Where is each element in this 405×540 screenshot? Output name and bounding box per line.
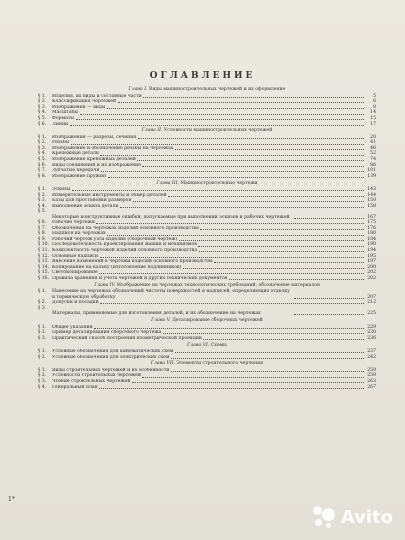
section-number: § 13. (38, 259, 50, 265)
page-number: 230 (367, 330, 376, 336)
page-number: 176 (367, 225, 376, 231)
section-number: § 9. (38, 236, 47, 242)
section-title: Комплектность чертежей изделий основного производства (52, 248, 198, 254)
page-number: 229 (367, 324, 376, 330)
section-number: § 6. (38, 162, 47, 168)
dot-leader (99, 388, 363, 389)
section-title: Нанесение на чертежах обозначений чистоты поверхностей и надписей, определяющих отделку и термическую обработку (52, 289, 290, 300)
page-number: 267 (367, 384, 376, 390)
section-title: Масштабы (52, 110, 78, 116)
chapter-name: Машиностроительные чертежи (180, 180, 258, 186)
dot-leader (199, 251, 364, 252)
page-number: 200 (367, 264, 376, 270)
section-number: § 2. (38, 99, 47, 105)
section-number: § 4. (38, 203, 47, 209)
section-number: § 2. (38, 354, 47, 360)
section-title: Крепежные детали (52, 151, 99, 157)
section-title: Форматы (52, 115, 75, 121)
section-title: Классификация чертежей (52, 99, 117, 105)
section-number: § 4. (38, 110, 47, 116)
dot-leader (118, 102, 364, 103)
page-number: 86 (370, 162, 376, 168)
page-title: ОГЛАВЛЕНИЕ (149, 71, 256, 81)
page-number: 194 (367, 248, 376, 254)
section-title: Условности строительных чертежей (52, 373, 141, 379)
page-number: 180 (367, 231, 376, 237)
page-number: 52 (370, 151, 376, 157)
section-number: § 7. (38, 225, 47, 231)
section-title: Допуски и посадки (52, 300, 99, 306)
page-number: 167 (367, 214, 376, 220)
section-title: Резьбы (52, 140, 70, 146)
section-number: § 10. (38, 242, 50, 248)
dot-leader (214, 262, 363, 263)
toc-entry (38, 289, 376, 300)
page-number: 46 (370, 145, 376, 151)
chapter-name: Деталирование сборочных чертежей (172, 318, 263, 324)
section-title: Условные обозначения для кинематических схем (52, 349, 174, 355)
dot-leader (99, 273, 363, 274)
dot-leader (101, 171, 363, 172)
watermark-text: Avito (340, 506, 393, 528)
page-number: 190 (367, 242, 376, 248)
dot-leader (294, 218, 364, 219)
section-title: Надписи на чертежах (52, 231, 106, 237)
page-number: 212 (367, 300, 376, 306)
dot-leader (294, 298, 364, 299)
avito-watermark (311, 504, 393, 530)
section-number: § 5. (38, 157, 47, 163)
chapter-name: Условности машиностроительных чертежей (163, 128, 273, 134)
chapter-name: Схемы (210, 342, 227, 348)
page-number: 237 (367, 349, 376, 355)
page-number: 74 (370, 157, 376, 163)
page-number: 242 (367, 354, 376, 360)
section-title: Условные обозначения для электрических схем (52, 354, 170, 360)
toc-entry (38, 122, 376, 128)
section-number: § 2. (38, 373, 47, 379)
dot-leader (137, 160, 363, 161)
dot-leader (120, 207, 364, 208)
section-number: § 12. (38, 253, 50, 259)
dot-leader (100, 303, 363, 304)
section-title: Правила хранения и учета чертежей и других технических документов (52, 275, 228, 281)
chapter-label: Глава IV. (94, 282, 116, 288)
section-title: Линии (52, 121, 69, 127)
dot-leader (107, 235, 363, 236)
section-number: § 5. (38, 115, 47, 121)
section-title: Выполнение эскиза детали (52, 203, 119, 209)
section-number: § 16. (38, 275, 50, 281)
chapter-heading (38, 361, 376, 367)
dot-leader (175, 149, 364, 150)
section-number: § 2. (38, 140, 47, 146)
section-title: Внесение изменений в чертежи изделий основного производства (52, 259, 213, 265)
section-number: § 1. (38, 187, 47, 192)
dot-leader (142, 377, 363, 378)
section-number: § 5. (38, 209, 47, 215)
dot-leader (179, 240, 364, 241)
page-number: 139 (367, 173, 376, 179)
dot-leader (200, 229, 363, 230)
dot-leader (171, 371, 364, 372)
section-number: § 1. (38, 324, 47, 330)
dot-leader (198, 246, 363, 247)
dot-leader (229, 279, 364, 280)
dot-leader (203, 339, 363, 340)
dot-leader (163, 333, 364, 334)
section-title: Общие указания (52, 324, 93, 330)
section-title: Последовательность проектирования машин и механизмов (52, 242, 197, 248)
page-number: 150 (367, 198, 376, 204)
section-title: Изделия, их виды и составные части (52, 93, 142, 99)
dot-leader (70, 125, 364, 126)
dot-leader (108, 177, 364, 178)
section-number: § 3. (38, 198, 47, 204)
page-number: 175 (367, 220, 376, 226)
page-number: 17 (370, 121, 376, 127)
dot-leader (71, 144, 364, 145)
section-title: Рабочий чертеж узла изделия (сборочный чертеж) (52, 236, 178, 242)
page-number: 263 (367, 378, 376, 384)
dot-leader (143, 97, 363, 98)
chapter-heading (38, 318, 376, 324)
section-title: Изображения — разрезы, сечения (52, 134, 137, 140)
dot-leader (107, 108, 364, 109)
dot-leader (138, 138, 364, 139)
page-footer-mark: 1* (8, 496, 15, 503)
chapter-heading (38, 343, 376, 349)
section-number: § 14. (38, 264, 50, 270)
section-number: § 1. (38, 289, 47, 295)
page-number: 41 (370, 140, 376, 146)
chapter-label: Глава III. (156, 180, 179, 186)
section-number: § 2. (38, 330, 47, 336)
dot-leader (100, 155, 363, 156)
section-title: Изображения — виды (52, 104, 106, 110)
dot-leader (168, 196, 363, 197)
chapter-name: Элементы строительного черчения (176, 361, 264, 367)
chapter-label: Глава VI. (187, 342, 210, 348)
section-number: § 2. (38, 300, 47, 306)
section-title: Некоторые конструктивные ошибки, допускаемые при выполнении эскизов и рабочих чертежей (52, 214, 290, 220)
section-number: § 6. (38, 220, 47, 226)
toc-entry (38, 306, 376, 317)
section-number: § 3. (38, 305, 47, 311)
section-title: Чтение строительных чертежей (52, 378, 131, 384)
section-title: Генеральный план (52, 384, 98, 390)
page-number: 15 (370, 115, 376, 121)
section-title: Виды строительных чертежей и их особенности (52, 367, 170, 373)
page-number: 195 (367, 253, 376, 259)
section-title: Виды соединений и их изображение (52, 162, 141, 168)
page-number: 259 (367, 373, 376, 379)
section-title: Изображение и обозначение резьбы на чертежах (52, 145, 174, 151)
chapter-heading (38, 283, 376, 289)
dot-leader (80, 114, 364, 115)
section-number: § 1. (38, 93, 47, 99)
section-title: Рабочие чертежи (52, 220, 95, 226)
section-title: Изображение крепежных деталей (52, 157, 136, 163)
chapter-name: Виды машиностроительных чертежей и их оформление (148, 87, 286, 93)
section-number: § 15. (38, 270, 50, 276)
toc-entry (38, 174, 376, 180)
page-number: 5 (373, 93, 376, 99)
page-number: 197 (367, 259, 376, 265)
section-number: § 6. (38, 121, 47, 127)
page-number: 225 (367, 311, 376, 317)
section-title: Обозначения на чертежах изделий основного производства (52, 225, 199, 231)
section-number: § 8. (38, 173, 47, 179)
dot-leader (294, 314, 364, 315)
section-title: Пример деталирования сборочного чертежа (52, 330, 162, 336)
section-title: Эскизы (52, 187, 71, 192)
page-number: 101 (367, 168, 376, 174)
dot-leader (94, 328, 363, 329)
section-title: Светокопирование (52, 270, 98, 276)
chapter-label: Глава V. (151, 318, 171, 324)
chapter-label: Глава II. (141, 128, 163, 134)
section-number: § 1. (38, 367, 47, 373)
dot-leader (72, 190, 364, 191)
table-of-contents (38, 86, 376, 390)
toc-entry (38, 385, 376, 391)
avito-logo-icon (311, 504, 337, 530)
section-number: § 4. (38, 151, 47, 157)
section-title: Материалы, применяемые для изготовления деталей, и их обозначение на чертежах (52, 311, 261, 317)
toc-entry (38, 355, 376, 361)
section-title: Изображение пружин (52, 173, 107, 179)
page-number: 207 (367, 294, 376, 300)
page-number: 202 (367, 270, 376, 276)
page-number: 158 (367, 203, 376, 209)
section-title: Зубчатые передачи (52, 168, 100, 174)
page-number: 20 (370, 134, 376, 140)
dot-leader (142, 166, 363, 167)
section-number: § 4. (38, 384, 47, 390)
section-number: § 3. (38, 378, 47, 384)
dot-leader (100, 257, 364, 258)
section-number: § 1. (38, 134, 47, 140)
page-number: 8 (373, 104, 376, 110)
chapter-name: Изображение на чертежах технологических требований, обозначение материалов (117, 282, 320, 288)
chapter-heading (38, 181, 376, 187)
section-title: Базы для простановки размеров (52, 198, 132, 204)
section-title: Практический способ построения изометрической проекции (52, 335, 202, 341)
toc-entry (38, 276, 376, 282)
page-number: 259 (367, 367, 376, 373)
chapter-heading (38, 87, 376, 93)
section-number: § 3. (38, 145, 47, 151)
section-number: § 3. (38, 335, 47, 341)
section-title: Основные надписи (52, 253, 99, 259)
page-number: 144 (367, 192, 376, 198)
page-number: 14 (370, 110, 376, 116)
dot-leader (96, 223, 363, 224)
page-number: 143 (367, 187, 376, 192)
page-number: 236 (367, 335, 376, 341)
section-number: § 7. (38, 168, 47, 174)
section-number: § 1. (38, 349, 47, 355)
dot-leader (175, 352, 364, 353)
section-title: Измерительные инструменты и обмер деталей (52, 192, 167, 198)
page-number: 6 (373, 99, 376, 105)
dot-leader (76, 119, 364, 120)
section-number: § 3. (38, 104, 47, 110)
section-number: § 2. (38, 192, 47, 198)
dot-leader (171, 358, 364, 359)
chapter-heading (38, 128, 376, 134)
chapter-label: Глава VII. (150, 361, 175, 367)
page-number: 184 (367, 236, 376, 242)
section-number: § 8. (38, 231, 47, 237)
toc-entry (38, 336, 376, 342)
dot-leader (133, 201, 364, 202)
dot-leader (183, 268, 364, 269)
toc-entry (38, 209, 376, 220)
page-number: 202 (367, 275, 376, 281)
section-number: § 11. (38, 248, 50, 254)
chapter-label: Глава I. (128, 87, 148, 93)
section-title: Копирование на кальку (изготовление подлинников) (52, 264, 182, 270)
dot-leader (132, 382, 364, 383)
